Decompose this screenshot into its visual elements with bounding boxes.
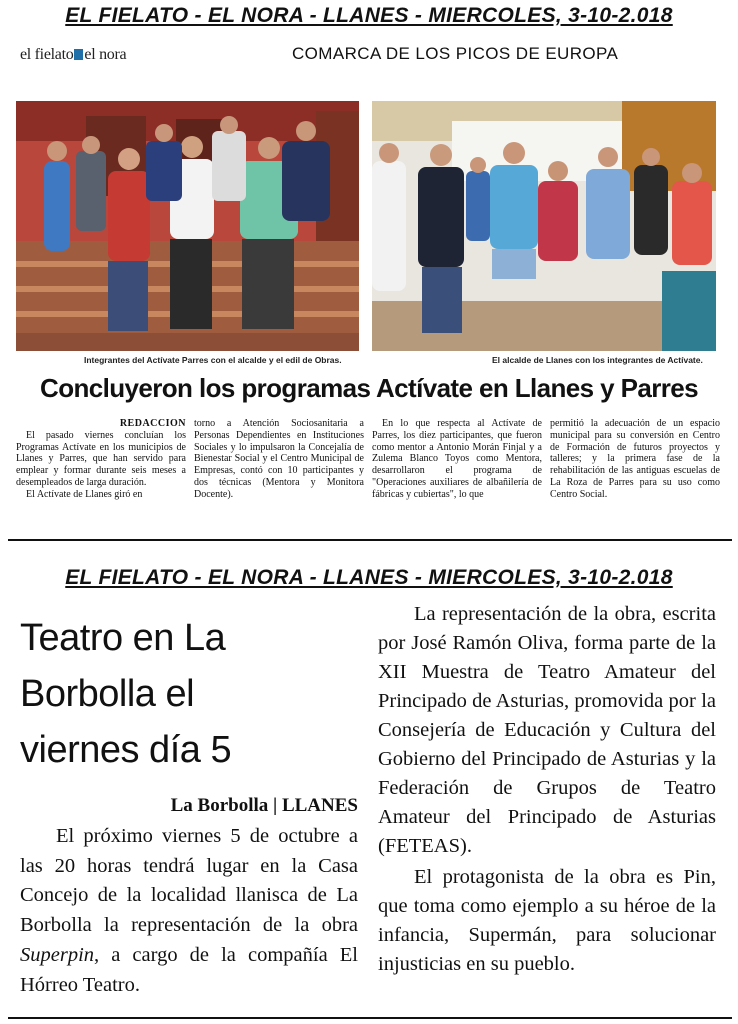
story2-headline-line-2: Borbolla el bbox=[20, 673, 195, 715]
story2-headline-line-1: Teatro en La bbox=[20, 617, 226, 659]
story1-col1-paragraph-2: El Actívate de Llanes giró en bbox=[26, 488, 143, 500]
masthead-logo bbox=[20, 46, 126, 64]
story2-headline-line-3: viernes día 5 bbox=[20, 729, 232, 771]
section-divider bbox=[8, 539, 732, 541]
story1-column-3 bbox=[372, 418, 542, 501]
photo-caption-left: Integrantes del Actívate Parres con el alcalde y el edil de Obras. bbox=[84, 355, 342, 365]
photo-caption-right: El alcalde de Llanes con los integrantes de Actívate. bbox=[492, 355, 703, 365]
logo-mark-icon bbox=[74, 49, 83, 60]
photo-parres-group bbox=[16, 101, 359, 351]
story1-headline: Concluyeron los programas Actívate en Llanes y Parres bbox=[40, 373, 698, 403]
story1-col1-paragraph-1: El pasado viernes concluían los Programas Actívate en los municipios de Llanes y Parres, que han servido para emplear y formar durante seis meses a desempleados de larga duración. bbox=[16, 429, 186, 488]
story2-p1-text-a: El próximo viernes 5 de octubre a las 20 horas tendrá lugar en la Casa Concejo de la localidad llanisca de La Borbolla la representación de la obra bbox=[20, 825, 358, 937]
photo-llanes-group bbox=[372, 101, 716, 351]
story2-paragraph-2: La representación de la obra, escrita por José Ramón Oliva, forma parte de la XII Muestra de Teatro Amateur del Principado de Asturias, promovida por la Consejería de Educación y Cultura del Gobierno del Principado de Asturias y la Federación de Grupos de Teatro Amateur del Principado de Asturias (FETEAS). bbox=[378, 603, 716, 857]
story1-column-2 bbox=[194, 418, 364, 501]
bottom-divider bbox=[8, 1017, 732, 1019]
story1-col2-text: torno a Atención Sociosanitaria a Personas Dependientes en Instituciones Sociales y lo impulsaron la Concejalía de Bienestar Social y el Centro Municipal de Empresas, contó con 10 participantes y dos técnicas (Mentora y Monitora Docente). bbox=[194, 418, 364, 500]
story1-column-1 bbox=[16, 418, 186, 501]
story1-col3-text: En lo que respecta al Actívate de Parres, los diez participantes, que fueron como mentor a Antonio Morán Finjal y a Zulema Blanco Toyos como Mentora, desarrollaron el programa de "Operaciones auxiliares de albañilería de fábricas y cubiertas", lo que bbox=[372, 418, 542, 500]
story2-p1-text-b: , a cargo de la compañía El Hórreo Teatro. bbox=[20, 943, 358, 996]
story2-body-right bbox=[378, 600, 716, 979]
page-band-top: EL FIELATO - EL NORA - LLANES - MIERCOLES, 3-10-2.018 bbox=[65, 4, 673, 27]
logo-left-text: el fielato bbox=[20, 46, 74, 63]
story1-byline: REDACCION bbox=[119, 418, 186, 429]
story2-play-title: Superpin bbox=[20, 943, 95, 966]
region-label: COMARCA DE LOS PICOS DE EUROPA bbox=[292, 44, 619, 63]
story2-dateline: La Borbolla | LLANES bbox=[170, 795, 358, 816]
story2-paragraph-1 bbox=[20, 822, 358, 1000]
story2-headline bbox=[20, 610, 360, 778]
story2-body-left bbox=[20, 822, 358, 1000]
story1-column-4 bbox=[550, 418, 720, 501]
page-band-bottom: EL FIELATO - EL NORA - LLANES - MIERCOLES, 3-10-2.018 bbox=[65, 566, 673, 589]
logo-right-text: el nora bbox=[84, 46, 127, 63]
story1-col4-text: permitió la adecuación de un espacio municipal para su conversión en Centro de Formación de futuros proyectos y talleres; y la primera fase de la rehabilitación de las antiguas escuelas de La Roza de Parres para su uso como Centro Social. bbox=[550, 418, 720, 500]
story2-paragraph-3: El protagonista de la obra es Pin, que toma como ejemplo a su héroe de la infancia, Supermán, para solucionar injusticias en su pueblo. bbox=[378, 866, 716, 975]
story1-body bbox=[16, 418, 720, 530]
